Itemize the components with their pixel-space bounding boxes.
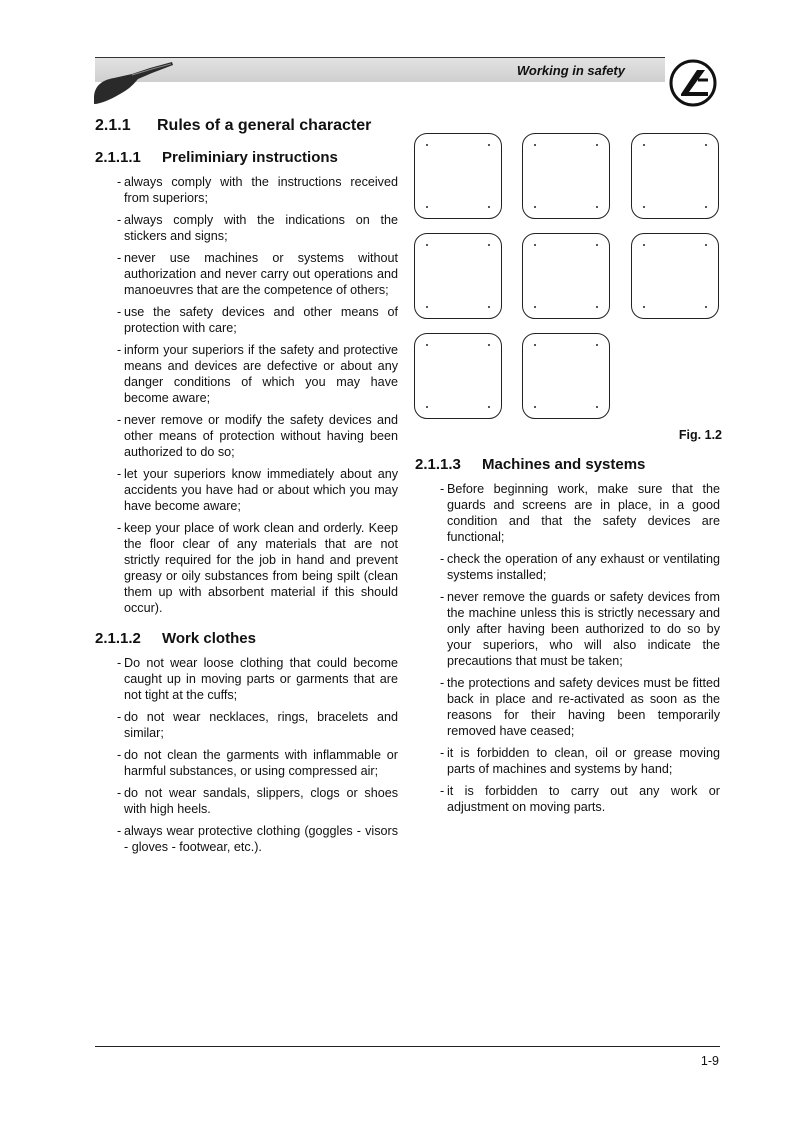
safety-plate <box>522 333 610 419</box>
list-item: - always comply with the instructions received from superiors; <box>95 174 398 206</box>
right-column <box>415 456 720 829</box>
list-item: - check the operation of any exhaust or ventilating systems installed; <box>415 551 720 583</box>
safety-plate <box>522 133 610 219</box>
list-item: - never remove or modify the safety devices and other means of protection without having been authorized to do so; <box>95 412 398 460</box>
safety-plate <box>522 233 610 319</box>
list-item: - do not wear necklaces, rings, bracelets and similar; <box>95 709 398 741</box>
list-item: - always comply with the indications on the stickers and signs; <box>95 212 398 244</box>
section-title: Rules of a general character <box>157 117 372 134</box>
list-item: - do not wear sandals, slippers, clogs or shoes with high heels. <box>95 785 398 817</box>
page-number: 1-9 <box>700 1054 719 1068</box>
list-item: - never use machines or systems without authorization and never carry out operations and manoeuvres that are the competence of others; <box>95 250 398 298</box>
left-column <box>95 117 398 869</box>
subsection-heading-work-clothes <box>95 630 398 647</box>
list-item: - it is forbidden to clean, oil or grease moving parts of machines and systems by hand; <box>415 745 720 777</box>
safety-plate <box>414 233 502 319</box>
header-title: Working in safety <box>516 63 625 78</box>
subsection-title: Work clothes <box>162 630 256 647</box>
list-item: - always wear protective clothing (goggles - visors - gloves - footwear, etc.). <box>95 823 398 855</box>
list-item: - use the safety devices and other means of protection with care; <box>95 304 398 336</box>
pointing-hand-icon <box>92 60 176 106</box>
figure-caption: Fig. 1.2 <box>678 428 722 442</box>
figure-safety-plates <box>414 133 722 445</box>
subsection-number: 2.1.1.1 <box>95 149 141 166</box>
section-heading <box>95 117 398 135</box>
subsection-title: Preliminiary instructions <box>162 149 338 166</box>
subsection-heading-machines <box>415 456 720 473</box>
section-number: 2.1.1 <box>95 117 131 134</box>
list-item: - Do not wear loose clothing that could become caught up in moving parts or garments that are not tight at the cuffs; <box>95 655 398 703</box>
company-logo-icon <box>668 58 718 108</box>
list-item: - do not clean the garments with inflammable or harmful substances, or using compressed air; <box>95 747 398 779</box>
safety-plate <box>414 133 502 219</box>
header-bar <box>95 57 665 82</box>
safety-plate <box>414 333 502 419</box>
list-item: - let your superiors know immediately about any accidents you have had or about which you may have become aware; <box>95 466 398 514</box>
machines-systems-list <box>415 481 720 815</box>
list-item: - inform your superiors if the safety and protective means and devices are defective or about any danger conditions of which you may have become aware; <box>95 342 398 406</box>
safety-plate <box>631 133 719 219</box>
work-clothes-list <box>95 655 398 855</box>
footer-rule <box>95 1046 720 1047</box>
subsection-number: 2.1.1.3 <box>415 456 461 473</box>
safety-plate <box>631 233 719 319</box>
preliminary-instructions-list <box>95 174 398 616</box>
list-item: - the protections and safety devices must be fitted back in place and re-activated as soon as the reasons for their having been temporarily removed have ceased; <box>415 675 720 739</box>
subsection-number: 2.1.1.2 <box>95 630 141 647</box>
list-item: - never remove the guards or safety devices from the machine unless this is strictly necessary and only after having been authorized to do so by your superiors, who will also indicate the precautions that must be taken; <box>415 589 720 669</box>
list-item: - it is forbidden to carry out any work or adjustment on moving parts. <box>415 783 720 815</box>
subsection-title: Machines and systems <box>482 456 646 473</box>
subsection-heading-preliminary <box>95 149 398 166</box>
list-item: - keep your place of work clean and orderly. Keep the floor clear of any materials that are not strictly required for the job in hand and prevent greasy or oily substances from being spilt (clean them up with absorbent material if this should occur). <box>95 520 398 616</box>
list-item: - Before beginning work, make sure that the guards and screens are in place, in a good condition and that the safety devices are functional; <box>415 481 720 545</box>
